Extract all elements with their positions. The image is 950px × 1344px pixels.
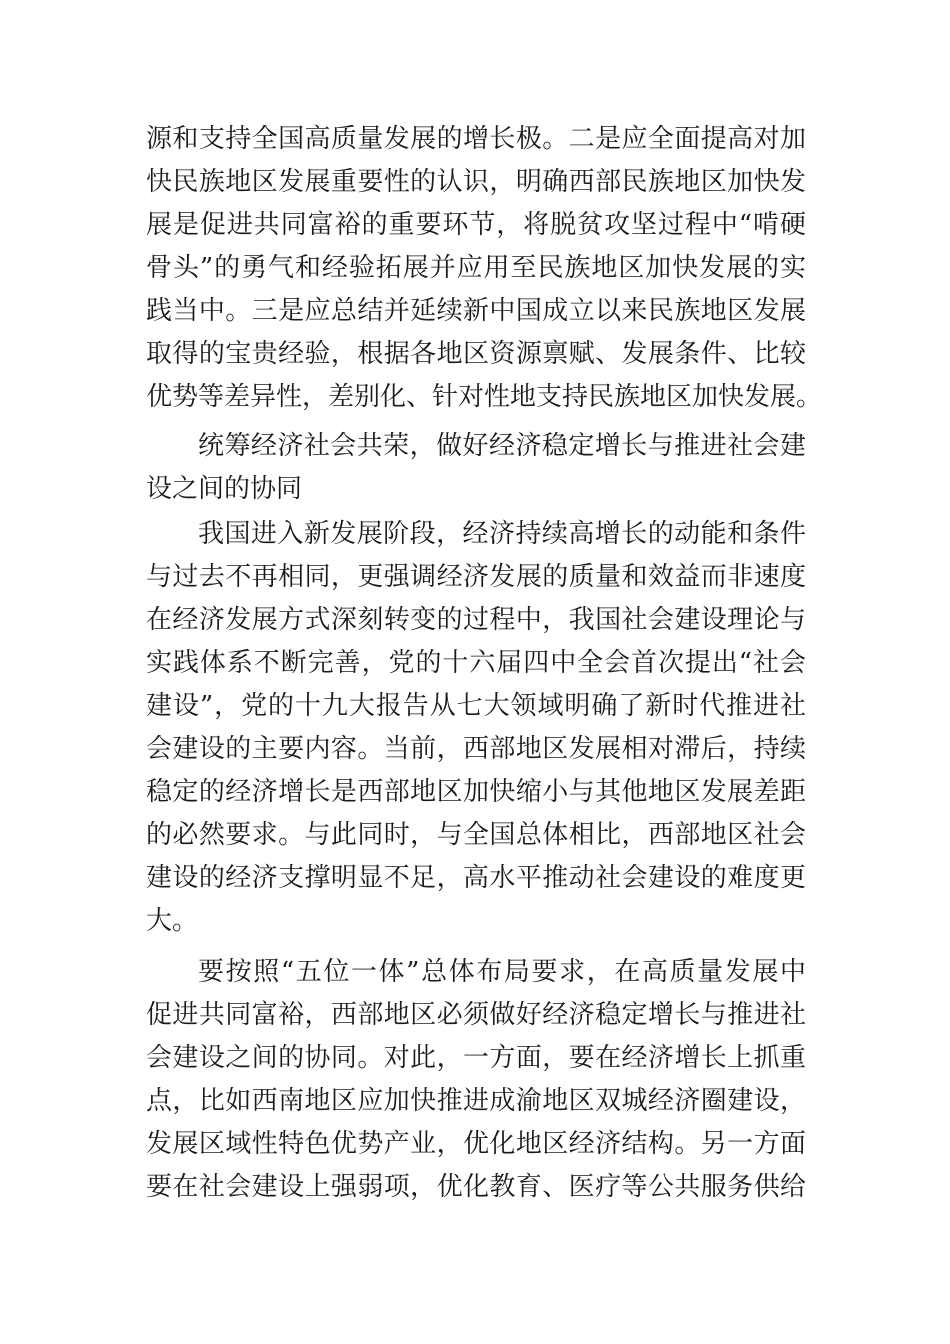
text-line: 建设的经济支撑明显不足，高水平推动社会建设的难度更 [146,863,806,893]
text-line: 我国进入新发展阶段，经济持续高增长的动能和条件 [198,519,806,549]
text-line: 践当中。三是应总结并延续新中国成立以来民族地区发展 [146,296,806,326]
text-line: 取得的宝贵经验，根据各地区资源禀赋、发展条件、比较 [146,339,806,369]
text-line: 实践体系不断完善，党的十六届四中全会首次提出“社会 [146,648,806,678]
text-line: 在经济发展方式深刻转变的过程中，我国社会建设理论与 [146,605,806,635]
text-line: 稳定的经济增长是西部地区加快缩小与其他地区发展差距 [146,777,806,807]
text-line: 快民族地区发展重要性的认识，明确西部民族地区加快发 [146,167,806,197]
text-line: 发展区域性特色优势产业，优化地区经济结构。另一方面 [146,1129,806,1159]
text-line: 要在社会建设上强弱项，优化教育、医疗等公共服务供给 [146,1172,806,1202]
text-line: 源和支持全国高质量发展的增长极。二是应全面提高对加 [146,124,806,154]
paragraph [146,951,806,1209]
text-line: 会建设之间的协同。对此，一方面，要在经济增长上抓重 [146,1043,806,1073]
text-line: 点，比如西南地区应加快推进成渝地区双城经济圈建设， [146,1086,806,1116]
text-line: 优势等差异性，差别化、针对性地支持民族地区加快发展。 [146,382,823,412]
section-heading [146,425,806,511]
text-line: 展是促进共同富裕的重要环节，将脱贫攻坚过程中“啃硬 [146,210,806,240]
text-line: 骨头”的勇气和经验拓展并应用至民族地区加快发展的实 [146,253,806,283]
paragraph-continuation [146,118,823,419]
text-line: 的必然要求。与此同时，与全国总体相比，西部地区社会 [146,820,806,850]
heading-line: 统筹经济社会共荣，做好经济稳定增长与推进社会建 [198,431,806,461]
paragraph [146,513,806,943]
text-line: 会建设的主要内容。当前，西部地区发展相对滞后，持续 [146,734,806,764]
text-line: 大。 [146,906,199,936]
heading-line: 设之间的协同 [146,474,303,504]
text-line: 建设”，党的十九大报告从七大领域明确了新时代推进社 [146,691,806,721]
text-line: 与过去不再相同，更强调经济发展的质量和效益而非速度 [146,562,806,592]
text-line: 要按照“五位一体”总体布局要求，在高质量发展中 [198,957,806,987]
text-line: 促进共同富裕，西部地区必须做好经济稳定增长与推进社 [146,1000,806,1030]
